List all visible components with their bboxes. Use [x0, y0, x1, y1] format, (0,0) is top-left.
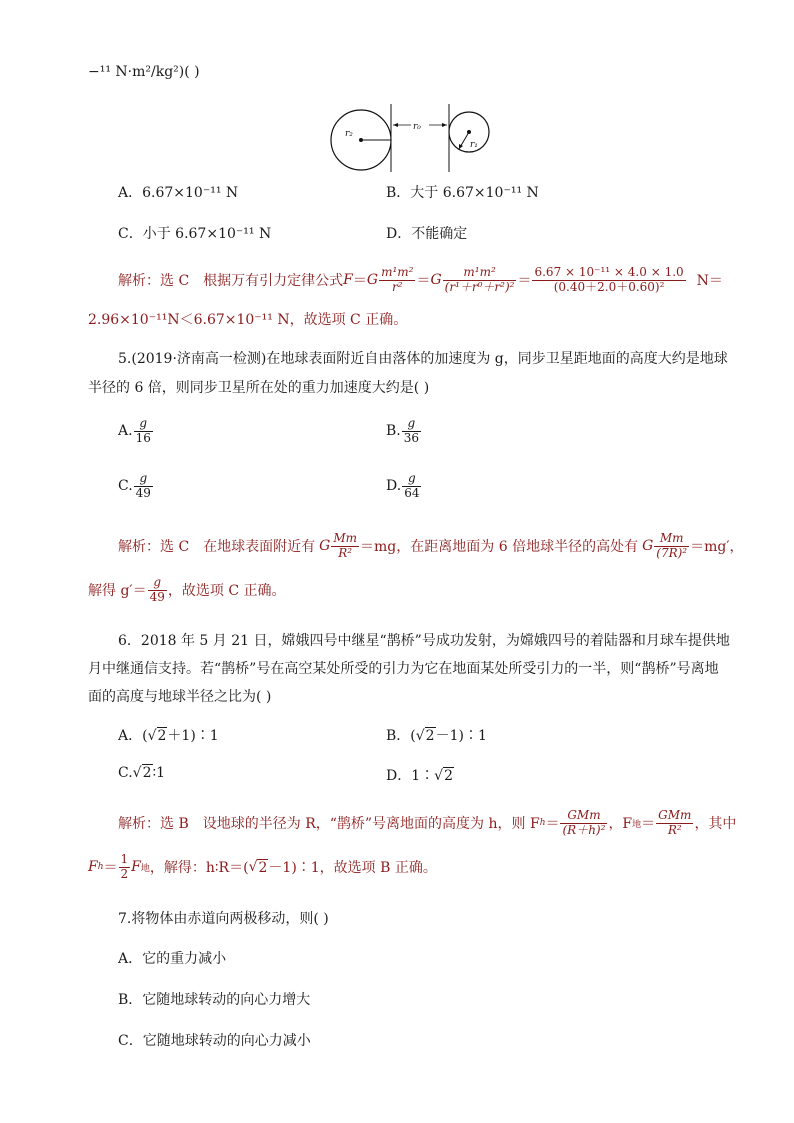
q4-option-d[interactable]: D．不能确定 [386, 226, 468, 242]
q4-frac-3: $\frac{\text{6.67 × 10⁻¹¹ × 4.0 × 1.0}}{\text{(0.40＋2.0＋0.60)²}}$ [534, 264, 684, 294]
q5-stem-line2: 半径的 6 倍，则同步卫星所在处的重力加速度大约是( ) [88, 380, 430, 396]
q4-analysis-line1: 解析：选 C 根据万有引力定律公式 F ＝ G $\frac{\text{m¹m²}}{\text{r²}}$ ＝ G $\frac{\text{m¹m²}}{\text{(r¹＋r⁰＋r²)²}}$ ＝ $\frac{\text{6.67 × 10⁻¹¹ × 4.0 × 1.0}}{\text{(0.40＋2.0＋0.60)²}}$ N＝ [118, 264, 723, 294]
q6-stem-line3: 面的高度与地球半径之比为( ) [88, 689, 272, 705]
q4-option-b[interactable]: B．大于 6.67×10⁻¹¹ N [386, 185, 539, 201]
q4-option-c[interactable]: C．小于 6.67×10⁻¹¹ N [118, 226, 272, 242]
q5-analysis-line2: 解得 g′＝ $\frac{g}{49}$ ，故选项 C 正确。 [88, 574, 286, 604]
q4-frac-1: $\frac{\text{m¹m²}}{\text{r²}}$ [381, 264, 414, 294]
q7-option-a[interactable]: A．它的重力减小 [118, 951, 227, 967]
q5-option-d[interactable]: D. $\frac{g}{64}$ [386, 471, 420, 500]
q6-option-a[interactable]: A．(√2＋1)∶1 [118, 728, 219, 744]
q4-option-a[interactable]: A．6.67×10⁻¹¹ N [118, 185, 239, 201]
q5-analysis-line1: 解析：选 C 在地球表面附近有 G $\frac{Mm}{\text{R²}}$ ＝mg，在距离地面为 6 倍地球半径的高处有 G $\frac{Mm}{\text{(7R)²}}$ ＝mg′， [118, 530, 744, 560]
q6-option-d[interactable]: D．1∶√2 [386, 768, 453, 784]
q5-option-a[interactable]: A. $\frac{g}{16}$ [118, 416, 151, 445]
q6-analysis-line1: 解析：选 B 设地球的半径为 R，“鹊桥”号离地面的高度为 h，则 F h ＝ $\frac{\text{GMm}}{\text{(R＋h)²}}$ ，F 地 ＝ $\frac{\text{GMm}}{\text{R²}}$ ，其中 [118, 807, 737, 837]
q4-stem-tail: −¹¹ N·m²/kg²)( ) [88, 64, 200, 80]
q4-analysis-line2: 2.96×10⁻¹¹N＜6.67×10⁻¹¹ N，故选项 C 正确。 [88, 312, 408, 328]
q5-option-b[interactable]: B. $\frac{g}{36}$ [386, 416, 420, 445]
q7-option-c[interactable]: C．它随地球转动的向心力减小 [118, 1033, 311, 1049]
q5-option-c[interactable]: C. $\frac{g}{49}$ [118, 471, 151, 500]
q7-option-b[interactable]: B．它随地球转动的向心力增大 [118, 992, 311, 1008]
two-spheres-diagram [325, 100, 500, 175]
q6-option-c[interactable]: C.√2∶1 [118, 765, 166, 781]
q6-analysis-line2: F h ＝ $\frac{1}{2}$ F 地 ，解得：h∶R＝( √ 2 －1)∶1，故选项 B 正确。 [88, 851, 437, 881]
q6-stem-line2: 月中继通信支持。若“鹊桥”号在高空某处所受的引力为它在地面某处所受引力的一半，则“鹊桥”号离地 [88, 661, 719, 677]
q4-frac-2: $\frac{\text{m¹m²}}{\text{(r¹＋r⁰＋r²)²}}$ [444, 264, 515, 294]
q5-stem-line1: 5.(2019·济南高一检测)在地球表面附近自由落体的加速度为 g，同步卫星距地面的高度大约是地球 [118, 351, 728, 367]
q7-stem: 7.将物体由赤道向两极移动，则( ) [118, 911, 329, 927]
label-r2: r₂ [345, 129, 353, 139]
label-r1: r₁ [470, 140, 478, 150]
q6-option-b[interactable]: B．(√2－1)∶1 [386, 728, 487, 744]
label-r0: r₀ [413, 122, 421, 132]
q6-stem-line1: 6．2018 年 5 月 21 日，嫦娥四号中继星“鹊桥”号成功发射，为嫦娥四号的着陆器和月球车提供地 [118, 633, 730, 649]
